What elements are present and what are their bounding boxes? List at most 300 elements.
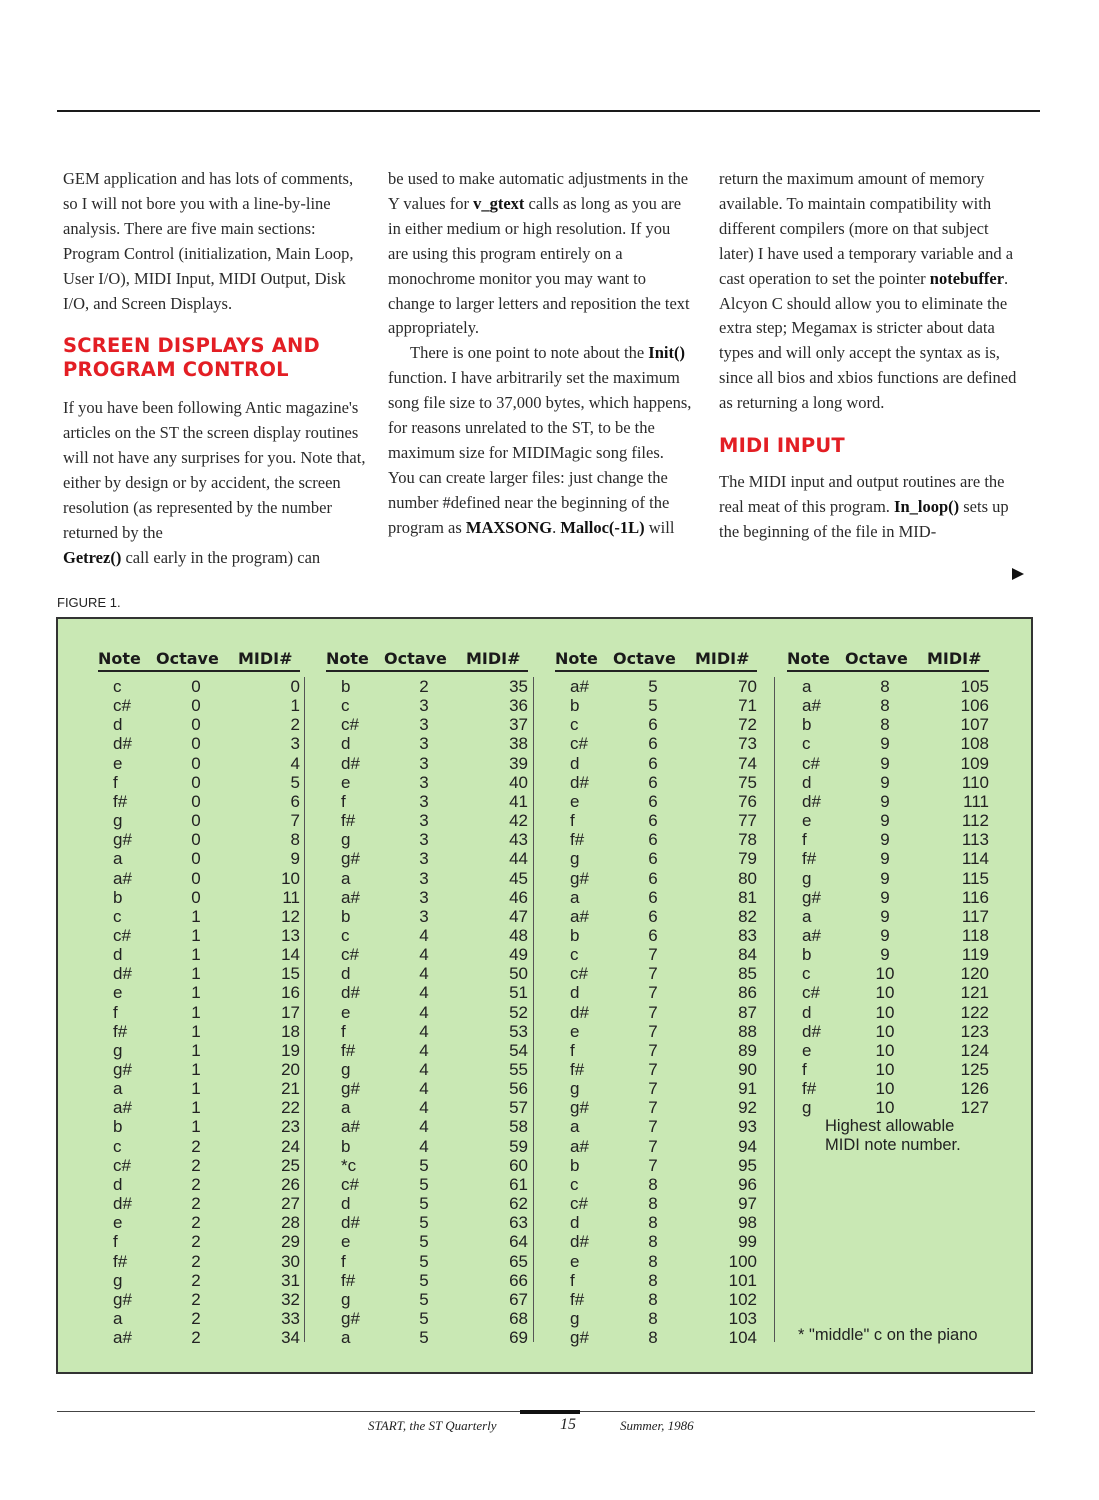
midi-cell: 73 — [738, 734, 757, 754]
midi-cell: 67 — [509, 1289, 528, 1309]
octave-cell: 0 — [191, 753, 201, 773]
table-header-midi: MIDI# — [238, 649, 293, 668]
table-row — [787, 1041, 997, 1060]
table-row — [98, 964, 308, 983]
table-header-note: Note — [555, 649, 598, 668]
midi-cell: 95 — [738, 1155, 757, 1175]
midi-cell: 3 — [290, 734, 300, 754]
table-row — [555, 926, 765, 945]
note-cell: f — [802, 1060, 807, 1079]
table-row — [98, 1003, 308, 1022]
midi-cell: 68 — [509, 1308, 528, 1328]
octave-cell: 2 — [191, 1174, 201, 1194]
midi-cell: 81 — [738, 887, 757, 907]
midi-cell: 19 — [281, 1040, 300, 1060]
midi-cell: 79 — [738, 849, 757, 869]
octave-cell: 9 — [880, 791, 890, 811]
note-cell: c# — [802, 753, 820, 773]
note-cell: g — [570, 849, 580, 869]
octave-cell: 9 — [880, 830, 890, 850]
octave-cell: 2 — [191, 1270, 201, 1290]
table-row — [555, 1194, 765, 1213]
midi-cell: 6 — [290, 791, 300, 811]
octave-cell: 2 — [191, 1155, 201, 1175]
note-cell: f# — [341, 1040, 356, 1060]
midi-cell: 23 — [281, 1117, 300, 1137]
table-row — [326, 811, 536, 830]
octave-cell: 9 — [880, 868, 890, 888]
note-cell: b — [341, 1136, 351, 1156]
octave-cell: 5 — [419, 1174, 429, 1194]
midi-cell: 115 — [961, 868, 989, 888]
code-maxsong: MAXSONG — [465, 517, 553, 537]
table-row — [98, 677, 308, 696]
midi-cell: 84 — [738, 945, 757, 965]
octave-cell: 4 — [419, 983, 429, 1003]
table-row — [326, 677, 536, 696]
table-row — [98, 1290, 308, 1309]
note-cell: c — [113, 677, 122, 696]
note-cell: f# — [802, 1079, 817, 1099]
octave-cell: 0 — [191, 677, 201, 696]
table-row — [326, 1022, 536, 1041]
octave-cell: 1 — [191, 1117, 201, 1137]
table-row — [98, 849, 308, 868]
table-row — [326, 1328, 536, 1347]
midi-cell: 87 — [738, 1002, 757, 1022]
octave-cell: 7 — [648, 1098, 658, 1118]
table-row — [326, 1003, 536, 1022]
table-row — [787, 754, 997, 773]
octave-cell: 3 — [419, 753, 429, 773]
midi-cell: 4 — [290, 753, 300, 773]
note-cell: c# — [113, 1155, 131, 1175]
table-row — [555, 1175, 765, 1194]
octave-cell: 7 — [648, 1002, 658, 1022]
octave-cell: 1 — [191, 983, 201, 1003]
table-row — [555, 907, 765, 926]
midi-cell: 24 — [281, 1136, 300, 1156]
midi-cell: 83 — [738, 925, 757, 945]
midi-cell: 59 — [509, 1136, 528, 1156]
note-cell: g# — [802, 887, 821, 907]
note-cell: c# — [570, 734, 588, 754]
paragraph: If you have been following Antic magazine's articles on the ST the screen display routines will not have any surprises for you. Note that, either by design or by accident, the screen resolution (as represented by the number returned by the Getrez() call early in the program) can — [63, 398, 366, 567]
note-cell: b — [570, 1155, 580, 1175]
table-row — [98, 1232, 308, 1251]
midi-cell: 69 — [509, 1328, 528, 1348]
midi-cell: 50 — [509, 964, 528, 984]
table-row — [787, 945, 997, 964]
footer-publication: START, the ST Quarterly — [368, 1418, 497, 1433]
note-cell: a# — [113, 1098, 132, 1118]
midi-cell: 12 — [281, 906, 300, 926]
octave-cell: 9 — [880, 887, 890, 907]
octave-cell: 6 — [648, 772, 658, 792]
midi-cell: 5 — [290, 772, 300, 792]
table-row — [98, 773, 308, 792]
table-row — [787, 792, 997, 811]
note-cell: g# — [113, 830, 132, 850]
note-cell: b — [341, 677, 351, 696]
table-header-octave: Octave — [613, 649, 676, 668]
midi-cell: 106 — [960, 696, 989, 716]
table-row — [555, 830, 765, 849]
octave-cell: 8 — [648, 1289, 658, 1309]
table-row — [787, 964, 997, 983]
octave-cell: 10 — [875, 964, 895, 984]
note-cell: c# — [570, 1194, 588, 1214]
table-row — [98, 1041, 308, 1060]
midi-cell: 33 — [281, 1308, 300, 1328]
table-row — [555, 1290, 765, 1309]
table-row — [555, 1252, 765, 1271]
note-cell: g# — [113, 1060, 132, 1079]
note-cell: g# — [570, 1328, 589, 1348]
octave-cell: 7 — [648, 1021, 658, 1041]
octave-cell: 4 — [419, 925, 429, 945]
octave-cell: 4 — [419, 1040, 429, 1060]
note-cell: a — [113, 1079, 123, 1099]
table-row — [555, 734, 765, 753]
octave-cell: 7 — [648, 983, 658, 1003]
table-row — [555, 773, 765, 792]
octave-cell: 10 — [875, 1060, 895, 1079]
note-cell: g# — [341, 849, 360, 869]
octave-cell: 9 — [880, 906, 890, 926]
octave-cell: 8 — [880, 677, 890, 696]
table-row — [787, 715, 997, 734]
octave-cell: 4 — [419, 1021, 429, 1041]
table-row — [555, 1022, 765, 1041]
note-cell: d — [341, 1194, 351, 1214]
midi-cell: 119 — [961, 945, 989, 965]
table-row — [787, 677, 997, 696]
octave-cell: 10 — [875, 1098, 895, 1118]
octave-cell: 6 — [648, 791, 658, 811]
table-row — [555, 1328, 765, 1347]
note-cell: c# — [802, 983, 820, 1003]
note-cell: f# — [113, 1021, 128, 1041]
midi-cell: 38 — [509, 734, 528, 754]
octave-cell: 5 — [419, 1289, 429, 1309]
octave-cell: 0 — [191, 696, 201, 716]
octave-cell: 6 — [648, 887, 658, 907]
note-cell: d# — [570, 1002, 589, 1022]
note-cell: f# — [570, 830, 585, 850]
table-row — [555, 849, 765, 868]
note-cell: d# — [802, 791, 821, 811]
table-row — [326, 983, 536, 1002]
note-cell: c — [570, 945, 579, 965]
table-header-midi: MIDI# — [466, 649, 521, 668]
octave-cell: 8 — [880, 696, 890, 716]
table-row — [98, 1175, 308, 1194]
table-row — [787, 926, 997, 945]
midi-cell: 96 — [738, 1174, 757, 1194]
midi-cell: 16 — [281, 983, 300, 1003]
midi-cell: 54 — [509, 1040, 528, 1060]
table-row — [98, 1156, 308, 1175]
midi-cell: 120 — [960, 964, 989, 984]
midi-cell: 15 — [281, 964, 300, 984]
octave-cell: 5 — [648, 696, 658, 716]
midi-cell: 80 — [738, 868, 757, 888]
code-in-loop: In_loop() — [894, 496, 960, 516]
midi-cell: 88 — [738, 1021, 757, 1041]
note-cell: g — [802, 1098, 812, 1118]
midi-cell: 30 — [281, 1251, 300, 1271]
note-cell: d# — [570, 1232, 589, 1252]
table-row — [98, 811, 308, 830]
octave-cell: 3 — [419, 791, 429, 811]
octave-cell: 3 — [419, 887, 429, 907]
table-row — [326, 773, 536, 792]
table-row — [98, 907, 308, 926]
table-row — [326, 1290, 536, 1309]
note-cell: e — [113, 1213, 123, 1233]
note-cell: c# — [341, 1174, 359, 1194]
table-row — [326, 1137, 536, 1156]
table-header-octave: Octave — [845, 649, 908, 668]
octave-cell: 1 — [191, 945, 201, 965]
octave-cell: 2 — [191, 1289, 201, 1309]
octave-cell: 1 — [191, 1040, 201, 1060]
midi-cell: 101 — [728, 1270, 757, 1290]
note-cell: a# — [570, 677, 589, 696]
midi-cell: 49 — [509, 945, 528, 965]
note-cell: c — [570, 715, 579, 735]
table-row — [98, 1309, 308, 1328]
table-row — [98, 1060, 308, 1079]
table-header-midi: MIDI# — [695, 649, 750, 668]
octave-cell: 5 — [419, 1155, 429, 1175]
midi-cell: 112 — [961, 811, 989, 831]
note-cell: g# — [341, 1079, 360, 1099]
note-cell: d — [802, 772, 812, 792]
octave-cell: 1 — [191, 1021, 201, 1041]
note-cell: c — [802, 964, 811, 984]
octave-cell: 8 — [648, 1251, 658, 1271]
note-cell: e — [802, 1040, 812, 1060]
midi-cell: 63 — [509, 1213, 528, 1233]
figure-label: FIGURE 1. — [57, 595, 121, 610]
midi-cell: 28 — [281, 1213, 300, 1233]
note-cell: f — [570, 1270, 575, 1290]
note-cell: e — [113, 983, 123, 1003]
midi-cell: 46 — [509, 887, 528, 907]
octave-cell: 6 — [648, 925, 658, 945]
note-cell: b — [113, 887, 123, 907]
table-row — [98, 1079, 308, 1098]
midi-cell: 64 — [509, 1232, 528, 1252]
note-cell: f — [802, 830, 807, 850]
table-row — [555, 754, 765, 773]
table-row — [555, 1041, 765, 1060]
note-cell: f — [113, 1002, 118, 1022]
section-heading-screen-displays: SCREEN DISPLAYS AND PROGRAM CONTROL — [63, 334, 320, 382]
midi-cell: 118 — [961, 925, 989, 945]
midi-cell: 44 — [509, 849, 528, 869]
table-row — [787, 1079, 997, 1098]
note-cell: d — [802, 1002, 812, 1022]
octave-cell: 7 — [648, 1117, 658, 1137]
table-row — [326, 1060, 536, 1079]
octave-cell: 6 — [648, 830, 658, 850]
note-cell: a — [341, 1098, 351, 1118]
note-cell: f# — [570, 1060, 585, 1079]
code-getrez: Getrez() — [63, 547, 122, 567]
octave-cell: 6 — [648, 868, 658, 888]
table-row — [98, 754, 308, 773]
table-header-note: Note — [326, 649, 369, 668]
octave-cell: 6 — [648, 906, 658, 926]
table-row — [326, 1117, 536, 1136]
note-cell: b — [113, 1117, 123, 1137]
note-cell: g# — [341, 1308, 360, 1328]
octave-cell: 4 — [419, 1117, 429, 1137]
octave-cell: 9 — [880, 849, 890, 869]
octave-cell: 5 — [419, 1308, 429, 1328]
octave-cell: 9 — [880, 734, 890, 754]
octave-cell: 4 — [419, 945, 429, 965]
table-header-note: Note — [787, 649, 830, 668]
table-row — [787, 907, 997, 926]
article-column-2 — [388, 167, 694, 541]
table-row — [326, 715, 536, 734]
octave-cell: 8 — [880, 715, 890, 735]
octave-cell: 2 — [191, 1213, 201, 1233]
header-underline — [787, 670, 989, 672]
note-cell: g# — [113, 1289, 132, 1309]
table-row — [787, 734, 997, 753]
midi-cell: 111 — [963, 791, 989, 811]
note-cell: a — [570, 1117, 580, 1137]
midi-cell: 113 — [961, 830, 989, 850]
table-row — [787, 1060, 997, 1079]
midi-cell: 61 — [509, 1174, 528, 1194]
octave-cell: 8 — [648, 1270, 658, 1290]
note-cell: a — [802, 906, 812, 926]
note-cell: a# — [113, 1328, 132, 1348]
note-cell: g — [113, 1040, 123, 1060]
octave-cell: 10 — [875, 1079, 895, 1099]
code-v-gtext: v_gtext — [473, 193, 525, 213]
table-row — [326, 792, 536, 811]
table-header-octave: Octave — [384, 649, 447, 668]
note-cell: e — [341, 1002, 351, 1022]
octave-cell: 8 — [648, 1328, 658, 1348]
note-cell: a — [113, 1308, 123, 1328]
paragraph: The MIDI input and output routines are the real meat of this program. In_loop() sets up the beginning of the file in MID- — [719, 472, 1009, 541]
note-cell: d — [113, 945, 123, 965]
octave-cell: 1 — [191, 1002, 201, 1022]
octave-cell: 3 — [419, 830, 429, 850]
table-row — [555, 945, 765, 964]
octave-cell: 7 — [648, 1155, 658, 1175]
octave-cell: 5 — [419, 1270, 429, 1290]
note-cell: a# — [802, 696, 821, 716]
table-row — [98, 830, 308, 849]
midi-cell: 86 — [738, 983, 757, 1003]
octave-cell: 0 — [191, 791, 201, 811]
note-cell: e — [570, 1021, 580, 1041]
table-row — [555, 792, 765, 811]
midi-cell: 26 — [281, 1174, 300, 1194]
note-cell: c — [802, 734, 811, 754]
table-row — [787, 1003, 997, 1022]
octave-cell: 1 — [191, 906, 201, 926]
midi-cell: 75 — [738, 772, 757, 792]
midi-cell: 53 — [509, 1021, 528, 1041]
table-row — [555, 888, 765, 907]
midi-cell: 40 — [509, 772, 528, 792]
midi-cell: 18 — [281, 1021, 300, 1041]
octave-cell: 8 — [648, 1194, 658, 1214]
midi-cell: 77 — [738, 811, 757, 831]
table-row — [555, 1156, 765, 1175]
table-row — [326, 849, 536, 868]
table-header-midi: MIDI# — [927, 649, 982, 668]
octave-cell: 2 — [191, 1251, 201, 1271]
midi-cell: 82 — [738, 906, 757, 926]
section-heading-midi-input: MIDI INPUT — [719, 434, 845, 458]
midi-cell: 103 — [728, 1308, 757, 1328]
note-cell: b — [802, 715, 812, 735]
table-row — [555, 811, 765, 830]
octave-cell: 5 — [419, 1328, 429, 1348]
midi-cell: 110 — [961, 772, 989, 792]
table-row — [98, 792, 308, 811]
note-cell: a# — [341, 1117, 360, 1137]
table-row — [98, 696, 308, 715]
midi-cell: 11 — [282, 887, 300, 907]
code-malloc: Malloc(-1L) — [560, 517, 645, 537]
table-row — [98, 1194, 308, 1213]
octave-cell: 0 — [191, 887, 201, 907]
note-cell: f# — [113, 1251, 128, 1271]
midi-note-table — [56, 617, 1033, 1374]
midi-cell: 99 — [738, 1232, 757, 1252]
octave-cell: 6 — [648, 849, 658, 869]
table-row — [555, 964, 765, 983]
note-cell: f# — [802, 849, 817, 869]
octave-cell: 4 — [419, 1060, 429, 1079]
midi-cell: 42 — [509, 811, 528, 831]
note-cell: g# — [570, 1098, 589, 1118]
note-cell: a# — [570, 1136, 589, 1156]
paragraph: be used to make automatic adjustments in the Y values for v_gtext calls as long as you are in either medium or high resolution. If you are using this program entirely on a monochrome monitor you may want to change to larger letters and reposition the text appropriately. — [388, 169, 690, 338]
midi-cell: 51 — [509, 983, 528, 1003]
midi-cell: 123 — [960, 1021, 989, 1041]
midi-cell: 60 — [509, 1155, 528, 1175]
note-cell: a — [113, 849, 123, 869]
midi-cell: 72 — [738, 715, 757, 735]
table-row — [555, 715, 765, 734]
octave-cell: 7 — [648, 1136, 658, 1156]
note-cell: d# — [341, 1213, 360, 1233]
octave-cell: 2 — [191, 1308, 201, 1328]
octave-cell: 1 — [191, 925, 201, 945]
octave-cell: 4 — [419, 1002, 429, 1022]
octave-cell: 1 — [191, 1060, 201, 1079]
note-cell: c# — [113, 925, 131, 945]
table-row — [98, 1213, 308, 1232]
note-cell: d# — [341, 753, 360, 773]
table-row — [98, 1098, 308, 1117]
midi-cell: 34 — [281, 1328, 300, 1348]
octave-cell: 6 — [648, 715, 658, 735]
